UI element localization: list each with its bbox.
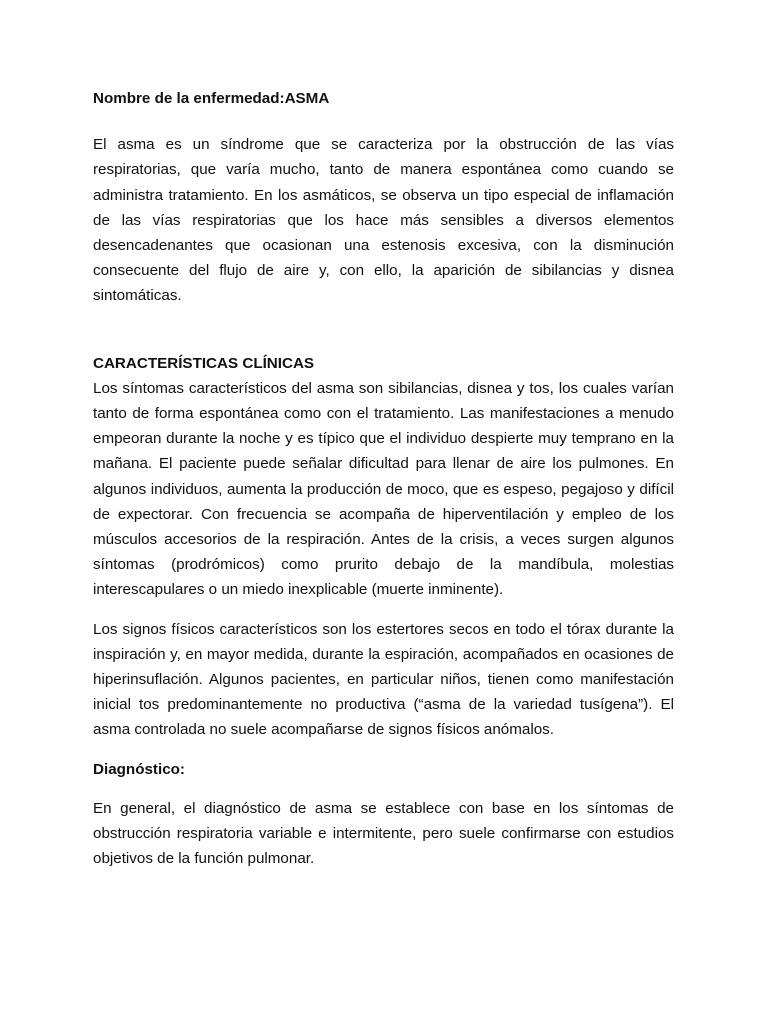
- clinical-paragraph-1: Los síntomas característicos del asma son sibilancias, disnea y tos, los cuales varían tanto de forma espontánea como con el tratamiento. Las manifestaciones a menudo empeoran durante la noche y es típico que el individuo despierte muy temprano en la mañana. El paciente puede señalar dificultad para llenar de aire los pulmones. En algunos individuos, aumenta la producción de moco, que es espeso, pegajoso y difícil de expectorar. Con frecuencia se acompaña de hiperventilación y empleo de los músculos accesorios de la respiración. Antes de la crisis, a veces surgen algunos síntomas (prodrómicos) como prurito debajo de la mandíbula, molestias interescapulares o un miedo inexplicable (muerte inminente).: [93, 379, 674, 599]
- intro-paragraph: El asma es un síndrome que se caracteriza por la obstrucción de las vías respiratorias, que varía mucho, tanto de manera espontánea como cuando se administra tratamiento. En los asmáticos, se observa un tipo especial de inflamación de las vías respiratorias que los hace más sensibles a diversos elementos desencadenantes que ocasionan una estenosis excesiva, con la disminución consecuente del flujo de aire y, con ello, la aparición de sibilancias y disnea sintomáticas.: [93, 136, 674, 305]
- diagnosis-heading: Diagnóstico:: [93, 760, 185, 778]
- diagnosis-paragraph: En general, el diagnóstico de asma se establece con base en los síntomas de obstrucción respiratoria variable e intermitente, pero suele confirmarse con estudios objetivos de la función pulmonar.: [93, 799, 674, 868]
- title-heading: Nombre de la enfermedad:ASMA: [93, 90, 330, 107]
- document-page: [93, 86, 674, 871]
- clinical-paragraph-2: Los signos físicos característicos son los estertores secos en todo el tórax durante la inspiración y, en mayor medida, durante la espiración, acompañados en ocasiones de hiperinsuflación. Algunos pacientes, en particular niños, tienen como manifestación inicial tos predominantemente no productiva (“asma de la variedad tusígena”). El asma controlada no suele acompañarse de signos físicos anómalos.: [93, 620, 674, 739]
- clinical-heading: CARACTERÍSTICAS CLÍNICAS: [93, 354, 315, 372]
